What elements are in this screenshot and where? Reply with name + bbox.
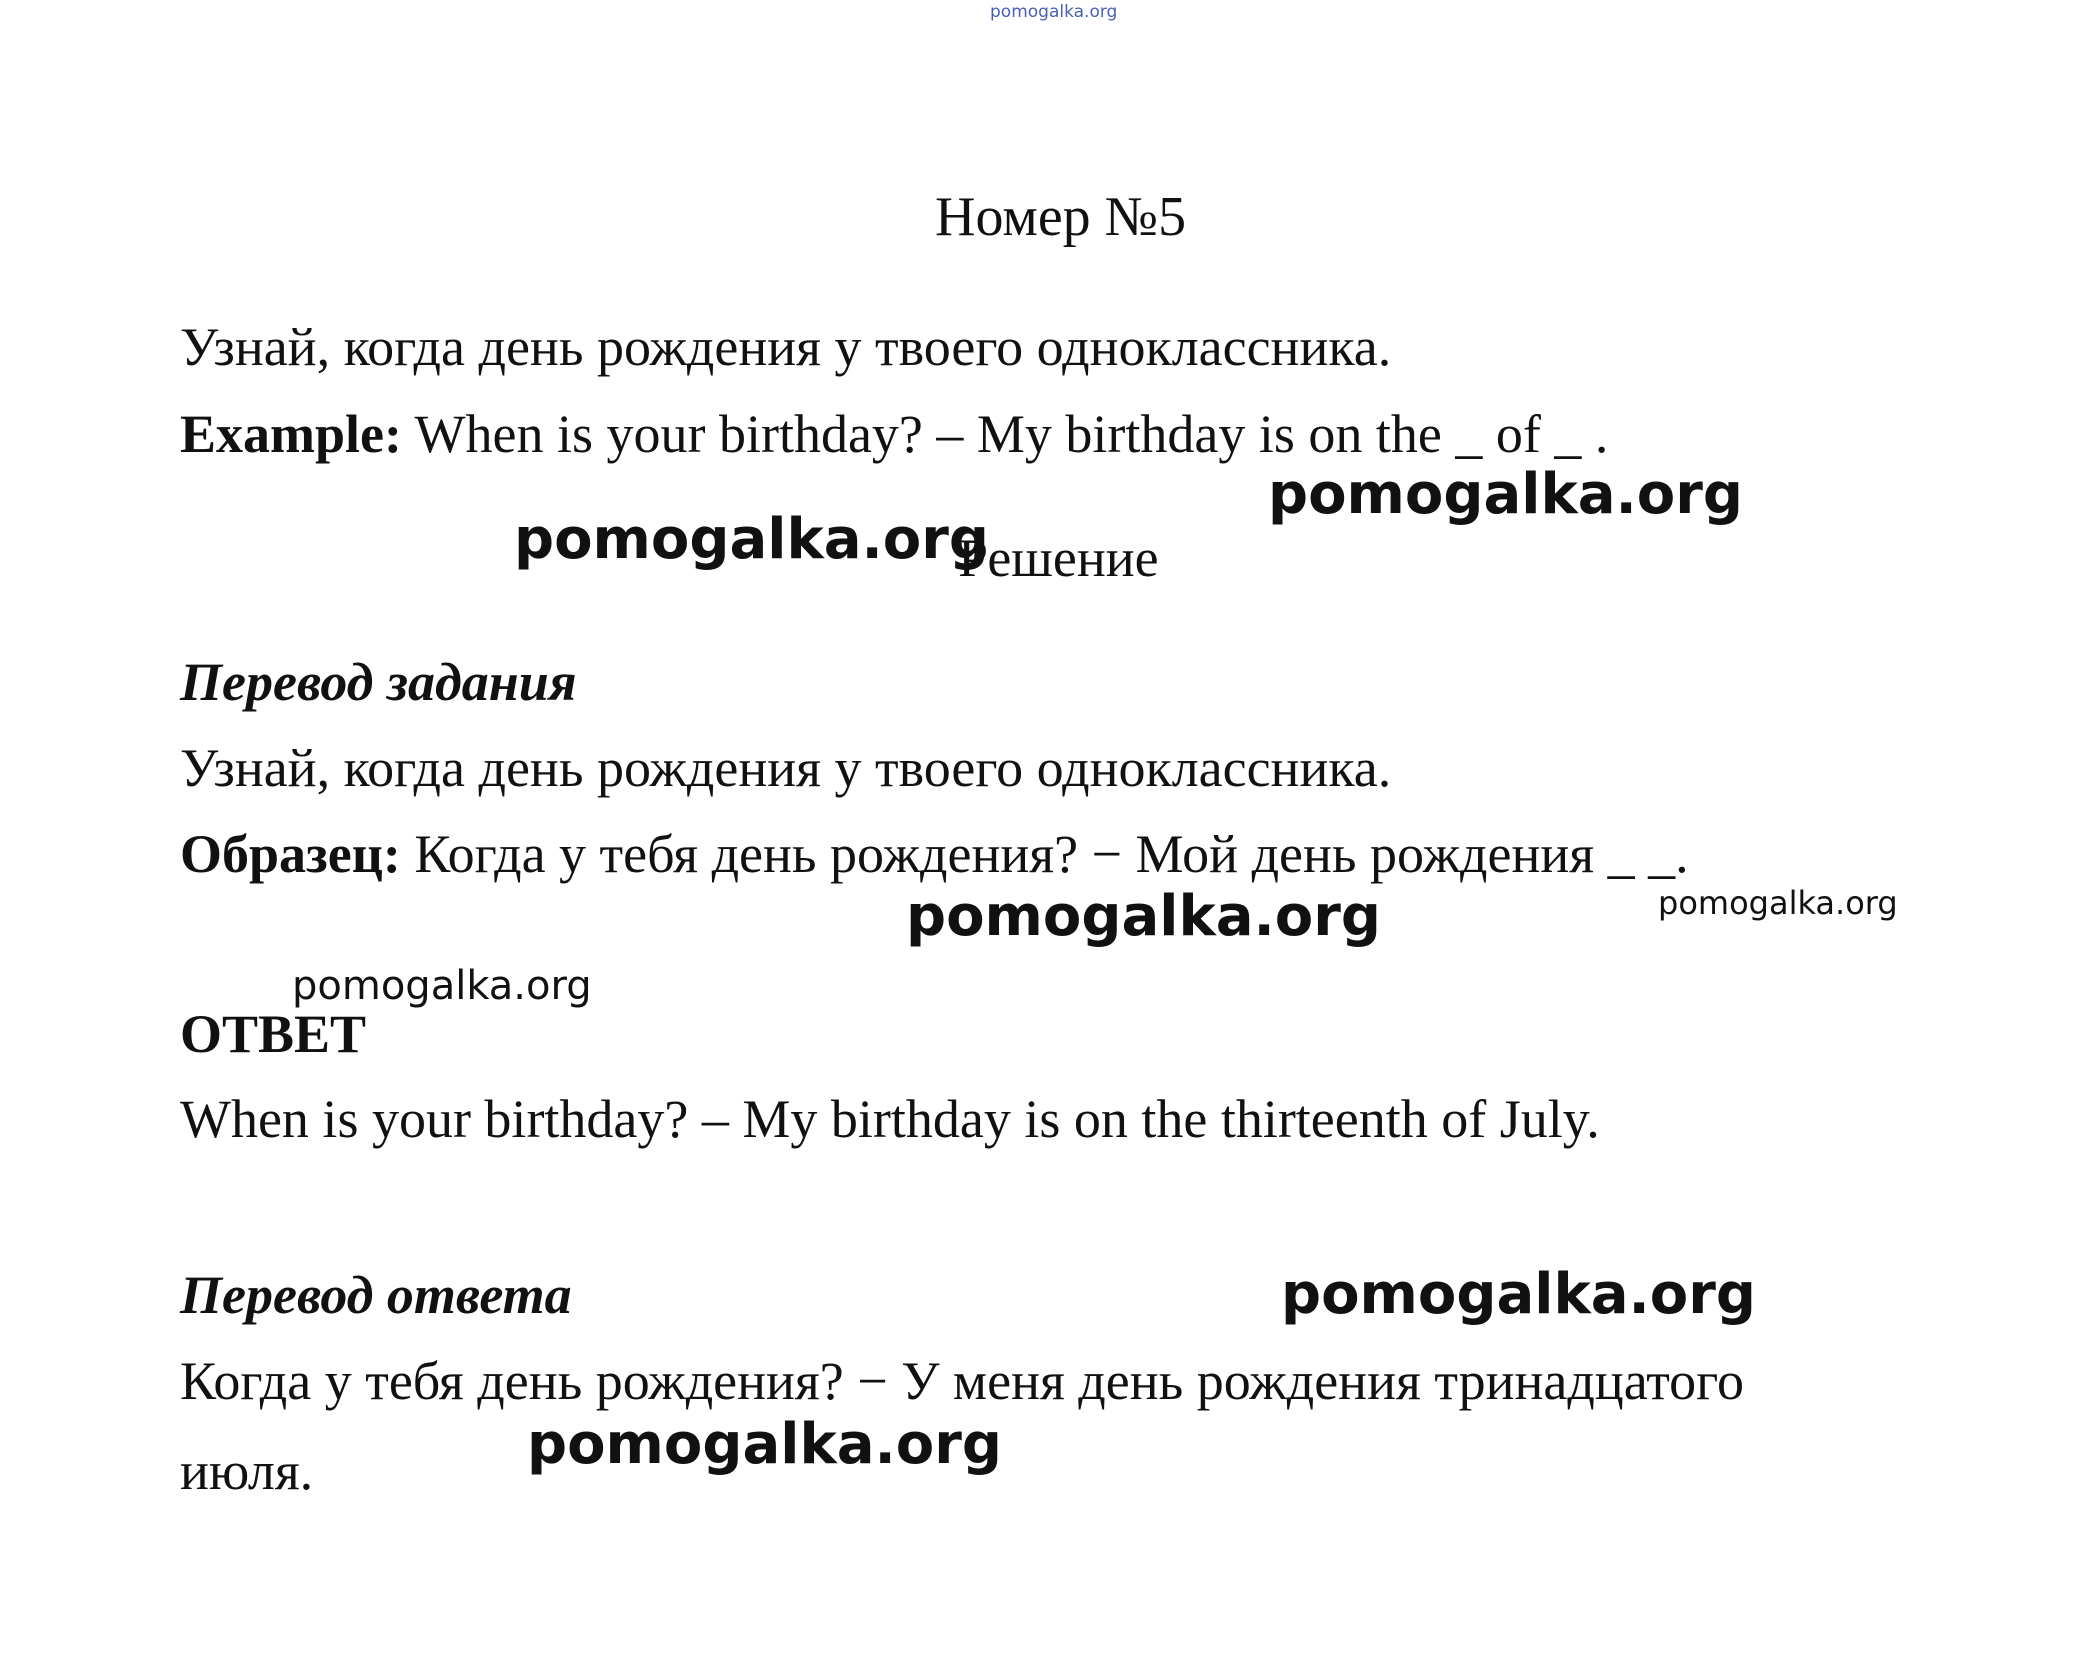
watermark-5: pomogalka.org xyxy=(292,963,592,1009)
page-title: Номер №5 xyxy=(935,186,1187,248)
translation-sample xyxy=(180,823,1689,885)
translation-task-heading: Перевод задания xyxy=(180,652,577,712)
sample-label: Образец: xyxy=(180,824,401,884)
watermark-7: pomogalka.org xyxy=(527,1412,1002,1477)
translation-answer-heading: Перевод ответа xyxy=(180,1265,572,1325)
answer-text: When is your birthday? – My birthday is on the thirteenth of July. xyxy=(180,1089,1600,1149)
watermark-3: pomogalka.org xyxy=(906,884,1381,949)
translation-instruction: Узнай, когда день рождения у твоего одноклассника. xyxy=(180,738,1392,798)
translation-answer-line-1: Когда у тебя день рождения? − У меня день рождения тринадцатого xyxy=(180,1351,1744,1411)
watermark-1: pomogalka.org xyxy=(1268,462,1743,527)
solution-label: Решение xyxy=(958,528,1159,588)
translation-answer-line-2: июля. xyxy=(180,1441,314,1501)
example-label: Example: xyxy=(180,404,402,464)
sample-text: Когда у тебя день рождения? − Мой день рождения _ _. xyxy=(400,824,1689,884)
example-text: When is your birthday? – My birthday is on the _ of _ . xyxy=(402,404,1609,464)
top-watermark: pomogalka.org xyxy=(990,2,1118,22)
task-instruction: Узнай, когда день рождения у твоего одноклассника. xyxy=(180,317,1392,377)
watermark-4: pomogalka.org xyxy=(1658,884,1898,922)
watermark-2: pomogalka.org xyxy=(514,507,989,572)
answer-heading: ОТВЕТ xyxy=(180,1004,367,1064)
watermark-6: pomogalka.org xyxy=(1281,1262,1756,1327)
task-example xyxy=(180,403,1608,465)
